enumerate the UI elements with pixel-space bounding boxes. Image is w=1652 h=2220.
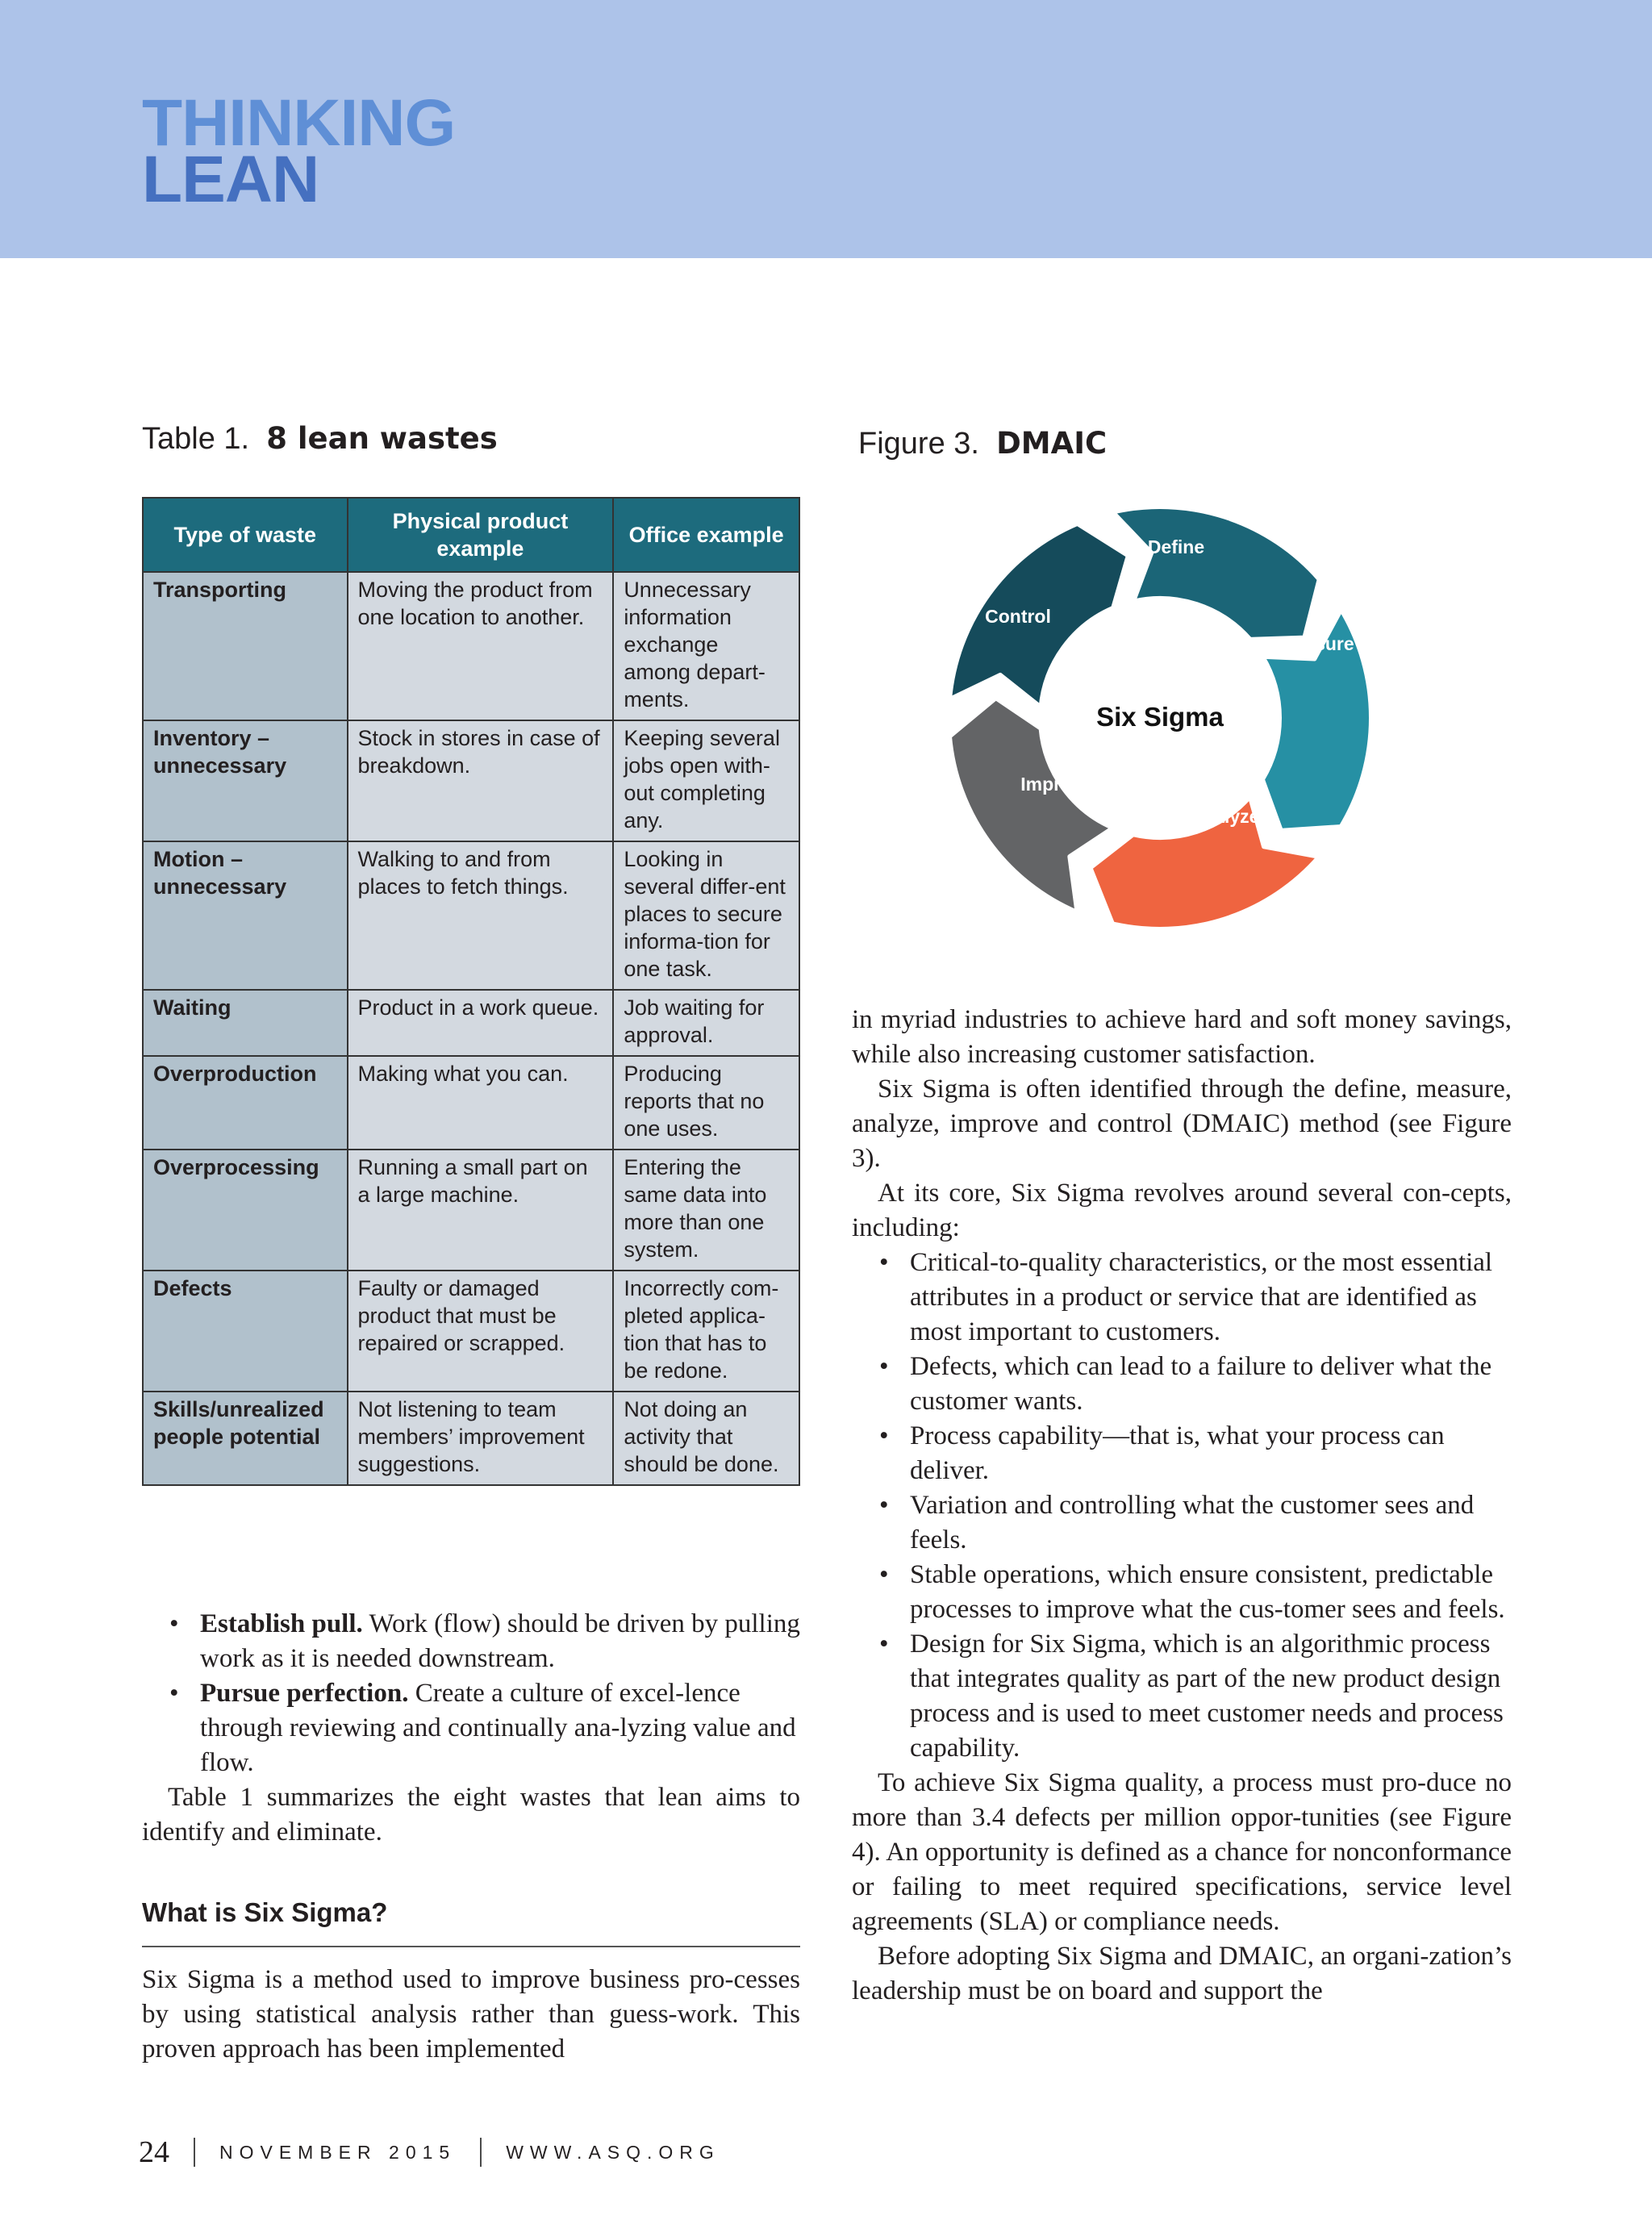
physical-example: Making what you can. (348, 1056, 614, 1150)
table-row (143, 1150, 799, 1271)
list-item: • Variation and controlling what the customer sees and feels. (852, 1488, 1512, 1558)
paragraph: Six Sigma is a method used to improve business pro-cesses by using statistical analysis rather than guess-work. This proven approach has been implemented (142, 1965, 800, 2064)
website-url: WWW.ASQ.ORG (506, 2141, 720, 2163)
physical-example: Moving the product from one location to another. (348, 572, 614, 720)
footer-divider (194, 2138, 195, 2167)
bullet-icon: • (879, 1630, 889, 1659)
list-item: • Critical-to-quality characteristics, or the most essential attributes in a product or service that are identified as most important to customers. (852, 1246, 1512, 1350)
section-divider (142, 1946, 800, 1947)
waste-type: Motion – unnecessary (143, 841, 348, 990)
office-example: Keeping several jobs open with-out completing any. (613, 720, 799, 841)
dmaic-label-control: Control (985, 606, 1051, 627)
kicker-line-2: LEAN (142, 143, 319, 216)
physical-example: Not listening to team members’ improvement suggestions. (348, 1392, 614, 1485)
office-example: Incorrectly com-pleted applica-tion that has to be redone. (613, 1271, 799, 1392)
dmaic-segment-define (1112, 507, 1320, 640)
paragraph: To achieve Six Sigma quality, a process must pro-duce no more than 3.4 defects per million oppor-tunities (see Figure 4). An opportunity is defined as a chance for nonconformance or failing to meet required specifications, service level agreements (SLA) or compliance needs. (852, 1768, 1512, 1936)
section-body (142, 1963, 800, 2067)
waste-type: Overprocessing (143, 1150, 348, 1271)
dmaic-label-measure: Measure (1279, 633, 1354, 654)
waste-type: Skills/unrealized people potential (143, 1392, 348, 1485)
dmaic-label-define: Define (1147, 536, 1205, 557)
table-row (143, 720, 799, 841)
list-item: • Pursue perfection. Create a culture of excel-lence through reviewing and continually ana-lyzing value and flow. (142, 1676, 800, 1780)
figure-title: DMAIC (996, 426, 1108, 461)
right-column-text (852, 1003, 1512, 2009)
paragraph: Before adopting Six Sigma and DMAIC, an organi-zation’s leadership must be on board and support the (852, 1942, 1512, 2005)
physical-example: Walking to and from places to fetch things. (348, 841, 614, 990)
office-example: Job waiting for approval. (613, 990, 799, 1056)
paragraph: in myriad industries to achieve hard and soft money savings, while also increasing customer satisfaction. (852, 1005, 1512, 1069)
paragraph: Six Sigma is often identified through the define, measure, analyze, improve and control (DMAIC) method (see Figure 3). (852, 1075, 1512, 1173)
physical-example: Running a small part on a large machine. (348, 1150, 614, 1271)
bullet-icon: • (879, 1491, 889, 1520)
waste-type: Overproduction (143, 1056, 348, 1150)
physical-example: Stock in stores in case of breakdown. (348, 720, 614, 841)
column-header: Physical product example (348, 498, 614, 572)
issue-date: NOVEMBER 2015 (219, 2141, 457, 2163)
left-column-text (142, 1607, 800, 1850)
footer-divider (480, 2138, 482, 2167)
waste-type: Waiting (143, 990, 348, 1056)
office-example: Producing reports that no one uses. (613, 1056, 799, 1150)
bullet-icon: • (169, 1609, 179, 1638)
table-row (143, 990, 799, 1056)
physical-example: Faulty or damaged product that must be repaired or scrapped. (348, 1271, 614, 1392)
table-row (143, 841, 799, 990)
kicker-line-1: THINKING (142, 86, 456, 160)
table-title: 8 lean wastes (266, 421, 498, 456)
table-row (143, 572, 799, 720)
dmaic-label-improve: Improve (1020, 774, 1093, 795)
dmaic-cycle-diagram (928, 484, 1412, 968)
paragraph: At its core, Six Sigma revolves around several con-cepts, including: (852, 1179, 1512, 1242)
dmaic-center-label: Six Sigma (1096, 702, 1224, 732)
section-heading: What is Six Sigma? (142, 1897, 388, 1927)
list-item: • Process capability—that is, what your process can deliver. (852, 1419, 1512, 1488)
bullet-icon: • (879, 1352, 889, 1381)
list-item: • Stable operations, which ensure consistent, predictable processes to improve what the cus-tomer sees and feels. (852, 1558, 1512, 1627)
office-example: Looking in several differ-ent places to secure informa-tion for one task. (613, 841, 799, 990)
six-sigma-concepts-list (852, 1246, 1512, 1766)
dmaic-label-analyze: Analyze (1189, 806, 1260, 827)
table-caption: Table 1. 8 lean wastes (142, 421, 498, 456)
table-header-row (143, 498, 799, 572)
table-row (143, 1392, 799, 1485)
dmaic-segment-improve (949, 698, 1113, 912)
column-header: Type of waste (143, 498, 348, 572)
bullet-icon: • (879, 1560, 889, 1589)
office-example: Not doing an activity that should be done. (613, 1392, 799, 1485)
waste-type: Defects (143, 1271, 348, 1392)
office-example: Entering the same data into more than one system. (613, 1150, 799, 1271)
page-number: 24 (139, 2135, 169, 2169)
section-kicker (142, 86, 456, 216)
paragraph: Table 1 summarizes the eight wastes that lean aims to identify and eliminate. (142, 1783, 800, 1847)
physical-example: Product in a work queue. (348, 990, 614, 1056)
lean-wastes-table (142, 497, 800, 1486)
list-item: • Design for Six Sigma, which is an algorithmic process that integrates quality as part of the new product design process and is used to meet customer needs and process capability. (852, 1627, 1512, 1766)
lean-principles-list (142, 1607, 800, 1780)
bullet-icon: • (879, 1248, 889, 1277)
bullet-icon: • (879, 1421, 889, 1450)
office-example: Unnecessary information exchange among depart-ments. (613, 572, 799, 720)
bullet-icon: • (169, 1679, 179, 1708)
list-item: • Defects, which can lead to a failure to deliver what the customer wants. (852, 1350, 1512, 1419)
figure-caption: Figure 3. DMAIC (858, 426, 1108, 461)
waste-type: Inventory – unnecessary (143, 720, 348, 841)
table-row (143, 1056, 799, 1150)
list-item: • Establish pull. Work (flow) should be driven by pulling work as it is needed downstream. (142, 1607, 800, 1676)
waste-type: Transporting (143, 572, 348, 720)
table-row (143, 1271, 799, 1392)
column-header: Office example (613, 498, 799, 572)
page-footer (139, 2134, 720, 2170)
